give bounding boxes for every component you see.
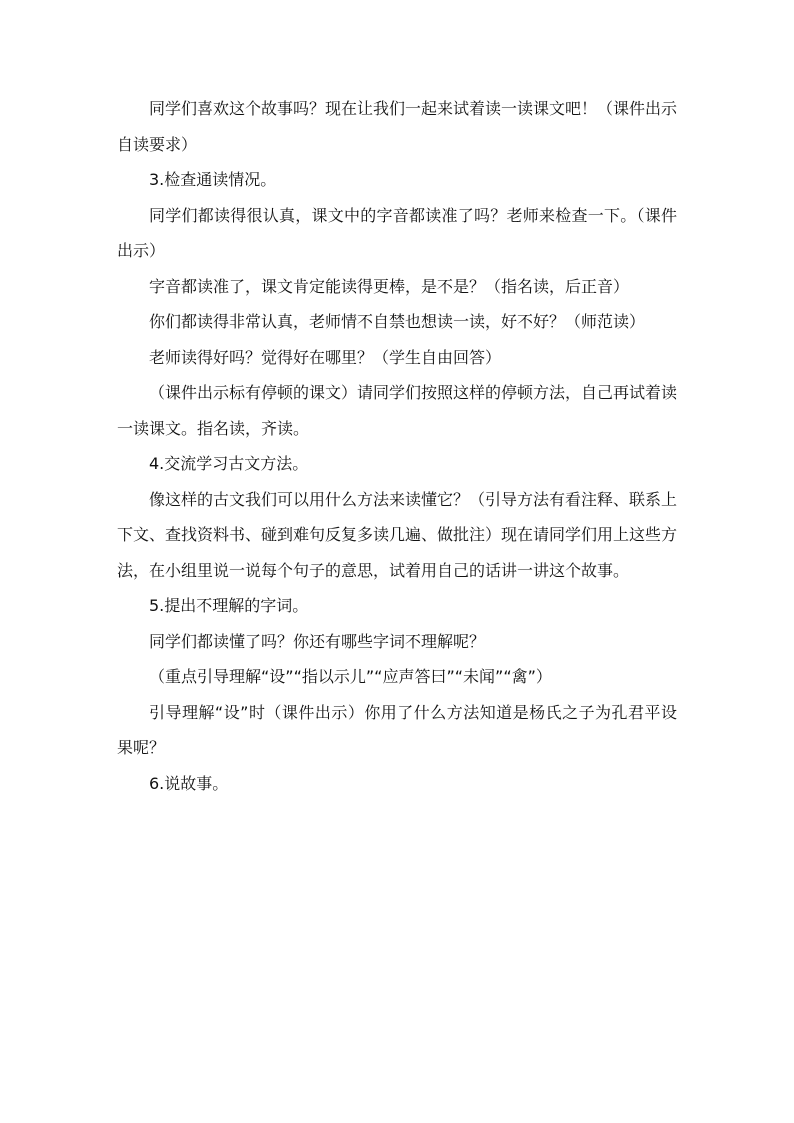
paragraph-4: 字音都读准了，课文肯定能读得更棒，是不是？（指名读，后正音）: [149, 276, 630, 296]
paragraph-11: 同学们都读懂了吗？你还有哪些字词不理解呢？: [149, 631, 486, 651]
paragraph-1: 同学们喜欢这个故事吗？现在让我们一起来试着读一读课文吧！（课件出示自读要求）: [117, 99, 678, 154]
paragraph-10: 5.提出不理解的字词。: [149, 596, 309, 615]
paragraph-7: （课件出示标有停顿的课文）请同学们按照这样的停顿方法，自己再试着读一读课文。指名读，齐读。: [117, 383, 678, 438]
paragraph-12: （重点引导理解“设”“指以示儿”“应声答曰”“未闻”“禽”）: [149, 667, 552, 686]
document-body: [117, 91, 677, 801]
paragraph-3: 同学们都读得很认真，课文中的字音都读准了吗？老师来检查一下。（课件出示）: [117, 205, 677, 260]
paragraph-9: 像这样的古文我们可以用什么方法来读懂它？（引导方法有看注释、联系上下文、查找资料书、碰到难句反复多读几遍、做批注）现在请同学们用上这些方法，在小组里说一说每个句子的意思，试着用自己的话讲一讲这个故事。: [117, 489, 678, 580]
paragraph-2: 3.检查通读情况。: [149, 170, 277, 189]
paragraph-5: 你们都读得非常认真，老师情不自禁也想读一读，好不好？（师范读）: [149, 312, 646, 331]
paragraph-14: 6.说故事。: [149, 773, 229, 793]
paragraph-8: 4.交流学习古文方法。: [149, 454, 309, 473]
paragraph-13: 引导理解“设”时（课件出示）你用了什么方法知道是杨氏之子为孔君平设果呢？: [117, 702, 677, 757]
paragraph-6: 老师读得好吗？觉得好在哪里？（学生自由回答）: [149, 347, 502, 367]
